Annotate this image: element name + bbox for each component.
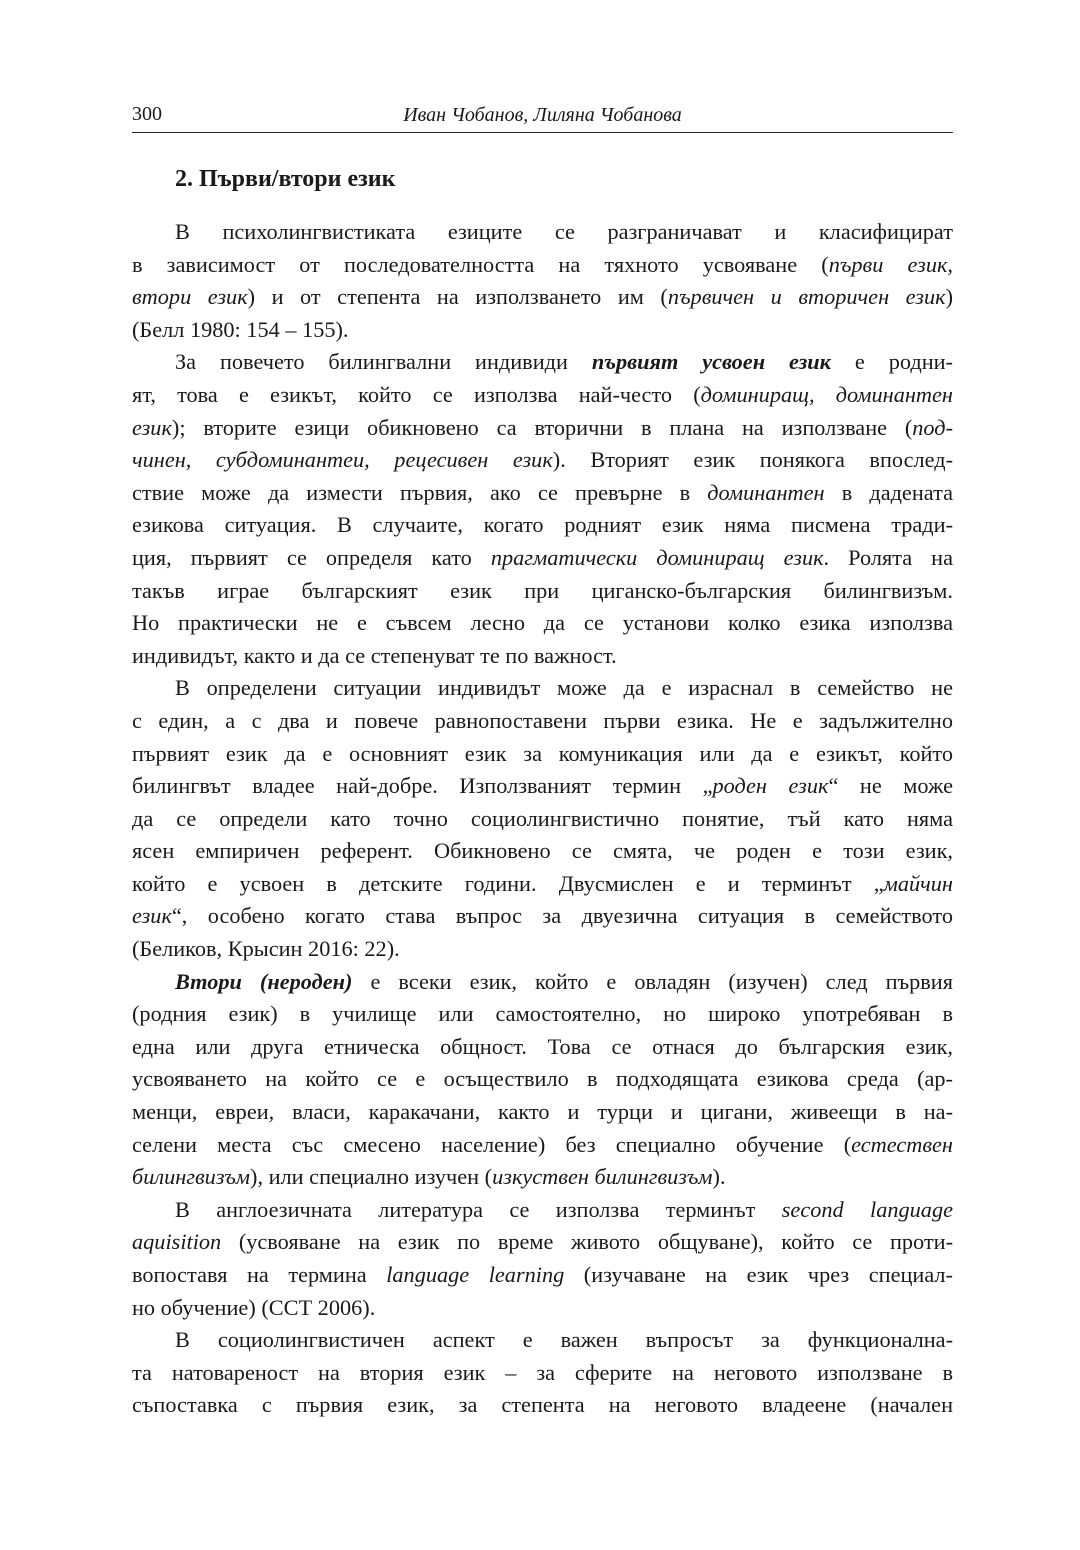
italic-term: втори език xyxy=(132,284,248,310)
text-line xyxy=(132,1063,953,1096)
text-line xyxy=(132,1292,953,1325)
text-line xyxy=(132,1129,953,1162)
page-header xyxy=(132,100,953,133)
text-line xyxy=(132,444,953,477)
italic-term: естествен xyxy=(851,1131,953,1157)
text-run: В психолингвистиката езиците се разграничават и класифицират xyxy=(175,219,953,244)
text-line xyxy=(132,1357,953,1390)
text-run: менци, евреи, власи, каракачани, както и турци и цигани, живеещи в на- xyxy=(132,1099,953,1125)
text-line xyxy=(132,803,953,836)
text-run: За повечето билингвални индивиди xyxy=(175,349,592,375)
text-run: е всеки език, който е овладян (изучен) след първия xyxy=(352,968,953,994)
italic-term: под- xyxy=(912,414,953,440)
text-run: В определени ситуации индивидът може да е израснал в семейство не xyxy=(175,675,953,701)
text-line xyxy=(132,346,953,379)
text-line xyxy=(132,966,953,999)
text-run: индивидът, както и да се степенуват те по важност. xyxy=(132,642,617,668)
text-run: “, особено когато става въпрос за двуезична ситуация в семейството xyxy=(171,903,953,929)
text-line xyxy=(132,1259,953,1292)
text-run: езикова ситуация. В случаите, когато родният език няма писмена тради- xyxy=(132,512,953,538)
text-run: . Ролята на xyxy=(823,544,953,570)
text-run: ция, първият се определя като xyxy=(132,544,491,570)
text-line xyxy=(132,281,953,314)
section-title: 2. Първи/втори език xyxy=(175,166,396,192)
text-line xyxy=(132,1161,953,1194)
text-run: (изучаване на език чрез специал- xyxy=(564,1262,953,1287)
paragraph xyxy=(132,1194,953,1324)
text-run: който е усвоен в детските години. Двусмислен е и терминът „ xyxy=(132,870,884,896)
body-text xyxy=(132,216,953,1422)
text-line xyxy=(132,575,953,608)
text-run: такъв играе българският език при циганско-българския билингвизъм. xyxy=(132,577,953,603)
italic-term: първичен и вторичен език xyxy=(667,284,946,310)
italic-term: изкуствен билингвизъм xyxy=(492,1164,713,1190)
text-run: “ не може xyxy=(828,773,954,799)
text-line xyxy=(132,379,953,412)
text-line xyxy=(132,933,953,966)
text-run: ), или специално изучен ( xyxy=(250,1164,493,1190)
text-line xyxy=(132,314,953,347)
text-line xyxy=(132,412,953,445)
text-run: една или друга етническа общност. Това се отнася до българския език, xyxy=(132,1033,953,1059)
text-line xyxy=(132,1226,953,1259)
text-run: ят, това е езикът, който се използва най-често ( xyxy=(132,381,701,407)
text-line xyxy=(132,738,953,771)
text-line xyxy=(132,542,953,575)
page-number: 300 xyxy=(132,103,162,125)
text-run: Но практически не е съвсем лесно да се установи колко езика използва xyxy=(132,610,953,636)
italic-term: роден език xyxy=(712,773,829,799)
text-run: В социолингвистичен аспект е важен въпросът за функционална- xyxy=(175,1327,953,1353)
emphasized-term: първият усвоен език xyxy=(591,349,831,375)
paragraph xyxy=(132,216,953,346)
italic-term: чинен, субдоминантеи, рецесивен език xyxy=(132,447,553,473)
text-run: ) и от степента на използването им ( xyxy=(247,284,668,310)
text-line xyxy=(132,216,953,249)
text-run: да се определи като точно социолингвистично понятие, тъй като няма xyxy=(132,805,953,831)
emphasized-term: Втори (нероден) xyxy=(175,968,353,994)
text-run: (Беликов, Крысин 2016: 22). xyxy=(132,936,400,962)
text-run: билингвът владее най-добре. Използваният термин „ xyxy=(132,773,713,799)
text-run: усвояването на който се е осъществило в подходящата езикова среда (ар- xyxy=(132,1066,953,1092)
italic-term: second language xyxy=(781,1196,953,1222)
running-head: Иван Чобанов, Лиляна Чобанова xyxy=(403,104,682,126)
text-line xyxy=(132,672,953,705)
text-run: с един, а с два и повече равнопоставени първи езика. Не е задължително xyxy=(132,707,953,733)
text-run: селени места със смесено население) без специално обучение ( xyxy=(132,1131,852,1157)
text-run: първият език да е основният език за комуникация или да е езикът, който xyxy=(132,740,953,766)
text-run: ). xyxy=(712,1164,726,1190)
text-line xyxy=(132,477,953,510)
italic-term: доминиращ, доминантен xyxy=(700,381,953,407)
italic-term: language learning xyxy=(386,1262,565,1287)
italic-term: доминантен xyxy=(707,479,825,505)
text-run: ). Вторият език понякога впослед- xyxy=(552,447,953,473)
text-line xyxy=(132,640,953,673)
italic-term: език xyxy=(132,414,172,440)
text-line xyxy=(132,705,953,738)
text-run: ) xyxy=(945,284,953,310)
italic-term: aquisition xyxy=(132,1229,222,1255)
text-run: (родния език) в училище или самостоятелно, но широко употребяван в xyxy=(132,1001,953,1027)
text-line xyxy=(132,1031,953,1064)
text-run: ); вторите езици обикновено са вторични в плана на използване ( xyxy=(171,414,913,440)
text-line xyxy=(132,868,953,901)
paragraph xyxy=(132,672,953,965)
text-line xyxy=(132,770,953,803)
text-line xyxy=(132,249,953,282)
italic-term: майчин xyxy=(883,870,953,896)
text-run: но обучение) (ССТ 2006). xyxy=(132,1294,376,1320)
text-run: е родни- xyxy=(831,349,953,375)
italic-term: език xyxy=(132,903,172,929)
text-run: ясен емпиричен референт. Обикновено се смята, че роден е този език, xyxy=(132,838,953,864)
text-run: в дадената xyxy=(824,479,953,505)
italic-term: билингвизъм xyxy=(132,1164,251,1190)
text-line xyxy=(132,835,953,868)
paragraph xyxy=(132,1324,953,1422)
text-run: ствие може да измести първия, ако се превърне в xyxy=(132,479,708,505)
text-run: вопоставя на термина xyxy=(132,1262,387,1287)
text-line xyxy=(132,900,953,933)
text-line xyxy=(132,509,953,542)
italic-term: прагматически доминиращ език xyxy=(490,544,824,570)
text-run: (Белл 1980: 154 – 155). xyxy=(132,316,349,342)
text-line xyxy=(132,998,953,1031)
text-run: в зависимост от последователността на тяхното усвояване ( xyxy=(132,251,829,277)
text-run: В англоезичната литература се използва терминът xyxy=(175,1196,782,1222)
paragraph xyxy=(132,346,953,672)
paragraph xyxy=(132,966,953,1194)
text-line xyxy=(132,1194,953,1227)
text-line xyxy=(132,1389,953,1422)
text-line xyxy=(132,607,953,640)
text-run: та натовареност на втория език – за сферите на неговото използване в xyxy=(132,1359,953,1385)
text-line xyxy=(132,1324,953,1357)
text-run: съпоставка с първия език, за степента на неговото владеене (начален xyxy=(132,1392,953,1418)
text-line xyxy=(132,1096,953,1129)
italic-term: първи език, xyxy=(828,251,953,277)
text-run: (усвояване на език по време живото общуване), който се проти- xyxy=(221,1229,953,1255)
